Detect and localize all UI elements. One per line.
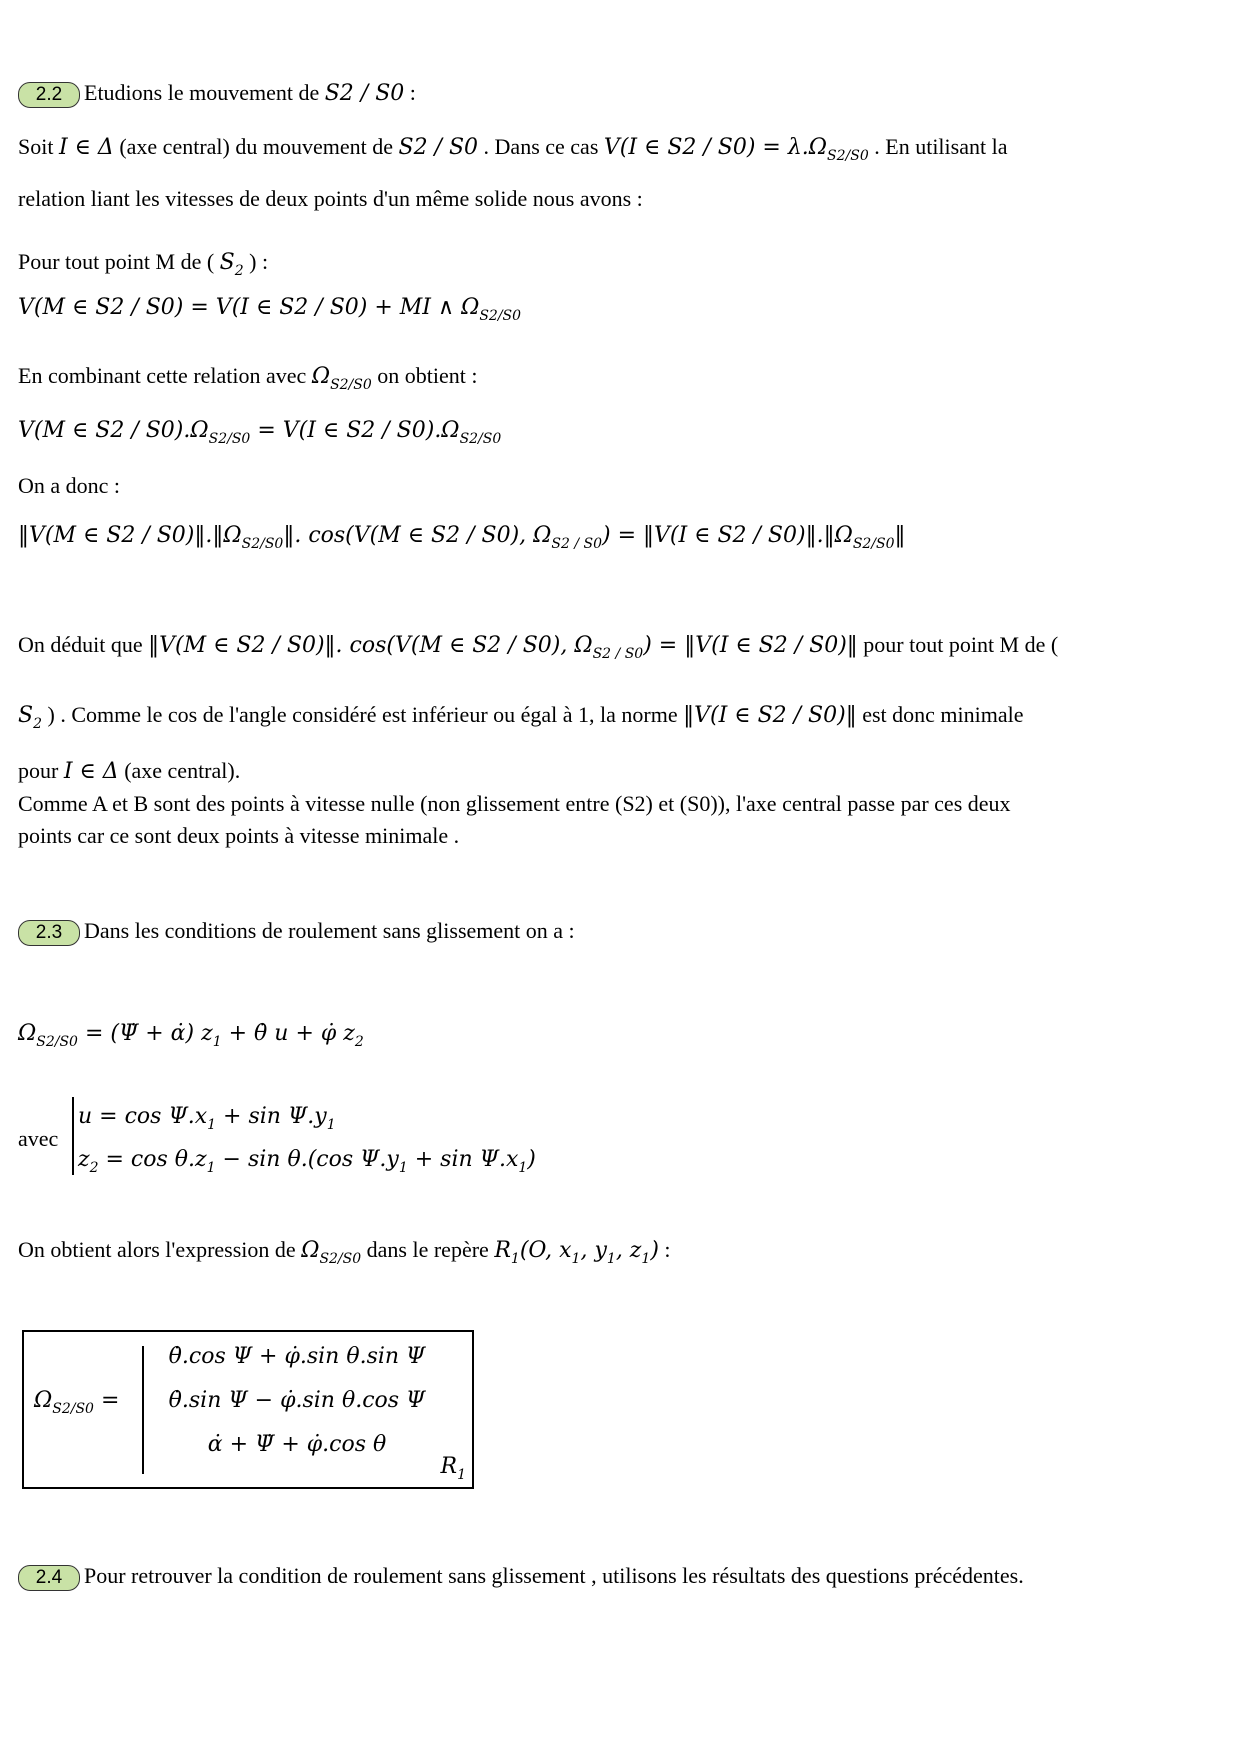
paragraph-line: Comme A et B sont des points à vitesse nulle (non glissement entre (S2) et (S0)), l'axe central passe par ces deux [18, 791, 1011, 816]
paragraph-line: On obtient alors l'expression de $\Omega_{S2/S0}$ dans le repère $R_1(O$, $x_1$, $y_1$, $z_1$) : [18, 1237, 671, 1267]
paragraph-line: avec [18, 1126, 59, 1151]
frame-label: $R_1$ [440, 1454, 466, 1483]
vector-component-x: θ̇.cos Ψ + φ̇.sin θ.sin Ψ [168, 1344, 426, 1369]
paragraph-line: On déduit que ‖V(M ∈ S2 / S0)‖. cos(V(M ∈ S2 / S0), $\Omega_{S2 / S0}$) = ‖V(I ∈ S2 / S0)‖ pour tout point M de ( [18, 632, 1059, 662]
question-badge: 2.2 [18, 82, 80, 108]
paragraph-line: $S_2$ ) . Comme le cos de l'angle considéré est inférieur ou égal à 1, la norme ‖V(I ∈ S2 / S0)‖ est donc minimale [18, 702, 1024, 732]
vector-column-bar [142, 1346, 144, 1474]
equation: ‖V(M ∈ $S2 / S0)‖.‖\Omega_{S2/S0}‖$. cos(V(M ∈ S2 / S0), $\Omega_{S2 / S0}$) = ‖V(I ∈ $S2 / S0)‖.‖\Omega_{S2/S0}‖$ [18, 523, 906, 552]
section-2-2-heading: 2.2 Etudions le mouvement de S2 / S0 : [18, 78, 416, 109]
question-badge: 2.4 [18, 1565, 80, 1591]
section-2-3-heading: 2.3 Dans les conditions de roulement sans glissement on a : [18, 916, 575, 946]
equation: V(M ∈ $S2 / S0).\Omega_{S2/S0} = V(I$ ∈ $S2 / S0).\Omega_{S2/S0}$ [18, 418, 502, 447]
vector-component-y: θ̇.sin Ψ − φ̇.sin θ.cos Ψ [168, 1388, 426, 1413]
paragraph-line: En combinant cette relation avec $\Omega_{S2/S0}$ on obtient : [18, 363, 478, 393]
equation: V(M ∈ S2 / S0) = V(I ∈ S2 / S0) + MI ∧ $\Omega_{S2/S0}$ [18, 295, 522, 324]
result-box [22, 1330, 474, 1489]
vector-component-z: α̇ + Ψ̇ + φ̇.cos θ [207, 1432, 387, 1457]
paragraph-line: On a donc : [18, 473, 121, 498]
paragraph-line: points car ce sont deux points à vitesse minimale . [18, 823, 460, 848]
paragraph-line: pour I ∈ Δ (axe central). [18, 758, 241, 784]
equation: $z_2 = \cos \theta.z_1 - \sin \theta.(\cos$ $\Psi.y_1 + \sin \Psi.x_1$) [78, 1147, 536, 1176]
equation: $\Omega_{S2/S0}$ = (Ψ̇ + α̇) $z_1$ + θ̇ u + φ̇ $z_2$ [18, 1021, 364, 1050]
paragraph-line: Soit I ∈ Δ (axe central) du mouvement de S2 / S0 . Dans ce cas V(I ∈ $S2 / S0) = \lambda.\Omega_{S2/S0}$ . En utilisant la [18, 134, 1008, 164]
result-lhs: $\Omega_{S2/S0}$ = [34, 1388, 120, 1417]
system-brace [72, 1097, 74, 1175]
section-2-4-heading: 2.4 Pour retrouver la condition de roulement sans glissement , utilisons les résultats des questions précédentes. [18, 1561, 1024, 1591]
equation: $u = \cos \Psi.x_1 + \sin \Psi.y_1$ [78, 1104, 336, 1133]
question-badge: 2.3 [18, 920, 80, 946]
paragraph-line: relation liant les vitesses de deux points d'un même solide nous avons : [18, 186, 643, 211]
paragraph-line: Pour tout point M de ( $S_2$ ) : [18, 249, 269, 279]
